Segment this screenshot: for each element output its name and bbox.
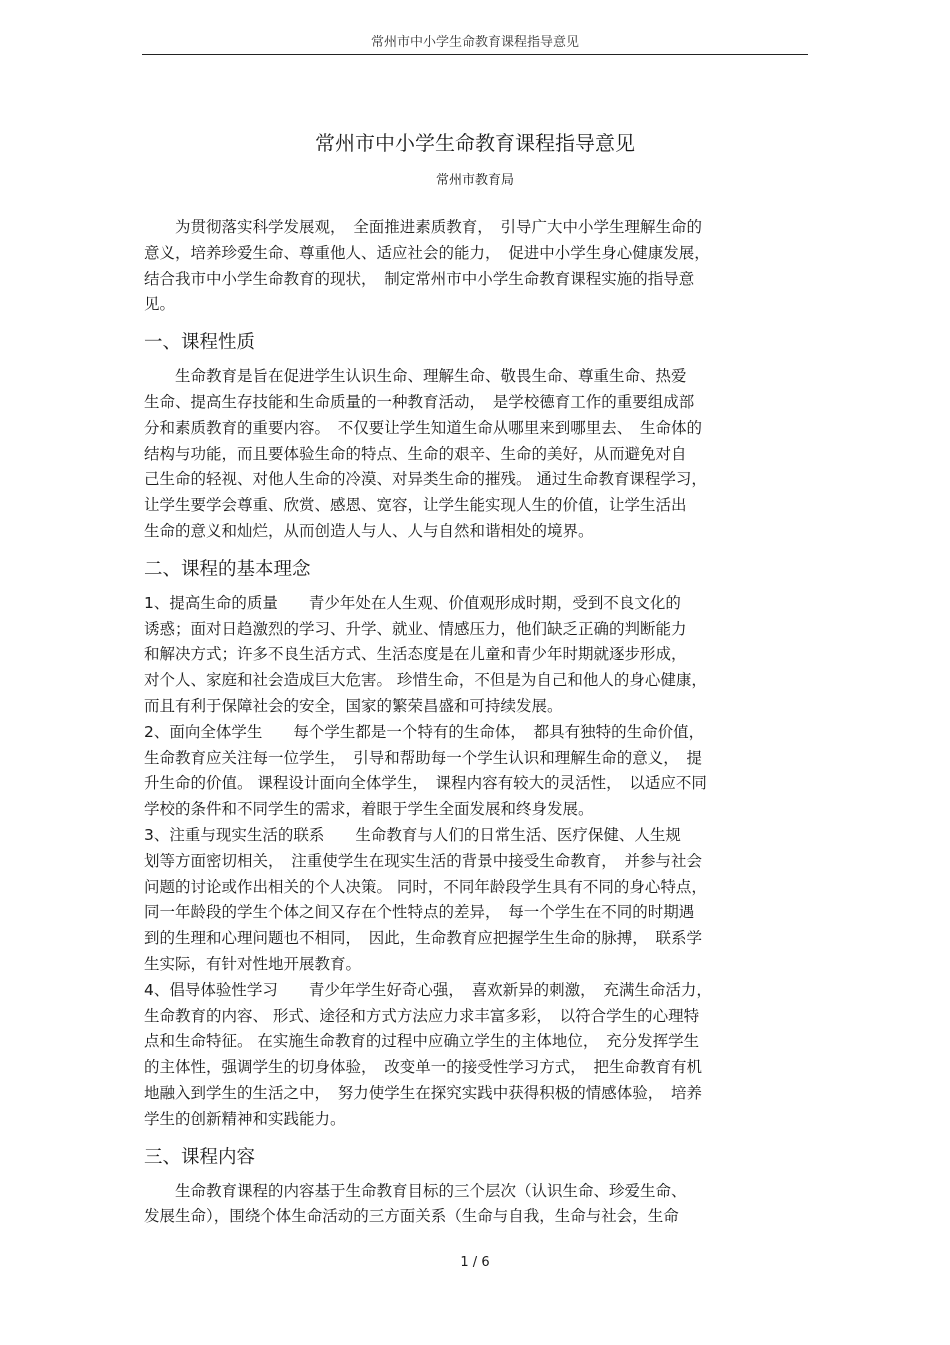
principles-list [144,591,808,1133]
section-body-content: 生命教育课程的内容基于生命教育目标的三个层次（认识生命、珍爱生命、 发展生命），围绕个体生命活动的三方面关系（生命与自我，生命与社会，生命 [144,1181,687,1226]
running-header: 常州市中小学生命教育课程指导意见 [370,35,579,50]
principle-item: 3、注重与现实生活的联系 生命教育与人们的日常生活、医疗保健、人生规 划等方面密切相关， 注重使学生在现实生活的背景中接受生命教育， 并参与社会 问题的讨论或作出相关的个人决策。 同时，不同年龄段学生具有不同的身心特点， 同一年龄段的学生个体之间又存在个性特点的差异， 每一个学生在不同的时期遇 到的生理和心理问题也不相同， 因此，生命教育应把握学生生命的脉搏， 联系学 生实际，有针对性地开展教育。 [144,825,707,973]
principle-item: 1、提高生命的质量 青少年处在人生观、价值观形成时期，受到不良文化的 诱惑；面对日趋激烈的学习、升学、就业、情感压力，他们缺乏正确的判断能力 和解决方式；许多不良生活方式、生活态度是在儿童和青少年时期就逐步形成， 对个人、家庭和社会造成巨大危害。 珍惜生命，不但是为自己和他人的身心健康， 而且有利于保障社会的安全，国家的繁荣昌盛和可持续发展。 [144,593,707,715]
page-number: 1 / 6 [460,1255,490,1270]
section-body-nature: 生命教育是旨在促进学生认识生命、理解生命、敬畏生命、尊重生命、热爱 生命、提高生存技能和生命质量的一种教育活动， 是学校德育工作的重要组成部 分和素质教育的重要内容。 不仅要让学生知道生命从哪里来到哪里去、 生命体的 结构与功能，而且要体验生命的特点、生命的艰辛、生命的美好，从而避免对自 己生命的轻视、对他人生命的冷漠、对异类生命的摧残。 通过生命教育课程学习， 让学生要学会尊重、欣赏、感恩、宽容，让学生能实现人生的价值，让学生活出 生命的意义和灿烂，从而创造人与人、人与自然和谐相处的境界。 [144,367,707,540]
section-heading-nature: 一、课程性质 [144,332,256,354]
intro-paragraph: 为贯彻落实科学发展观， 全面推进素质教育， 引导广大中小学生理解生命的 意义，培养珍爱生命、尊重他人、适应社会的能力， 促进中小学生身心健康发展， 结合我市中小学生命教育的现状， 制定常州市中小学生命教育课程实施的指导意 见。 [144,218,710,314]
section-heading-content: 三、课程内容 [144,1146,256,1168]
author: 常州市教育局 [435,173,514,188]
header-rule [142,54,808,55]
section-heading-principles: 二、课程的基本理念 [144,558,311,580]
document-body [144,215,808,1230]
principle-item: 2、面向全体学生 每个学生都是一个特有的生命体， 都具有独特的生命价值， 生命教育应关注每一位学生， 引导和帮助每一个学生认识和理解生命的意义， 提 升生命的价值。 课程设计面向全体学生， 课程内容有较大的灵活性， 以适应不同 学校的条件和不同学生的需求，着眼于学生全面发展和终身发展。 [144,722,707,819]
page-title: 常州市中小学生命教育课程指导意见 [315,131,635,155]
principle-item: 4、倡导体验性学习 青少年学生好奇心强， 喜欢新异的刺激， 充满生命活力， 生命教育的内容、 形式、途径和方式方法应力求丰富多彩， 以符合学生的心理特 点和生命特征。 在实施生命教育的过程中应确立学生的主体地位， 充分发挥学生 的主体性，强调学生的切身体验， 改变单一的接受性学习方式， 把生命教育有机 地融入到学生的生活之中， 努力使学生在探究实践中获得积极的情感体验， 培养 学生的创新精神和实践能力。 [144,980,712,1128]
